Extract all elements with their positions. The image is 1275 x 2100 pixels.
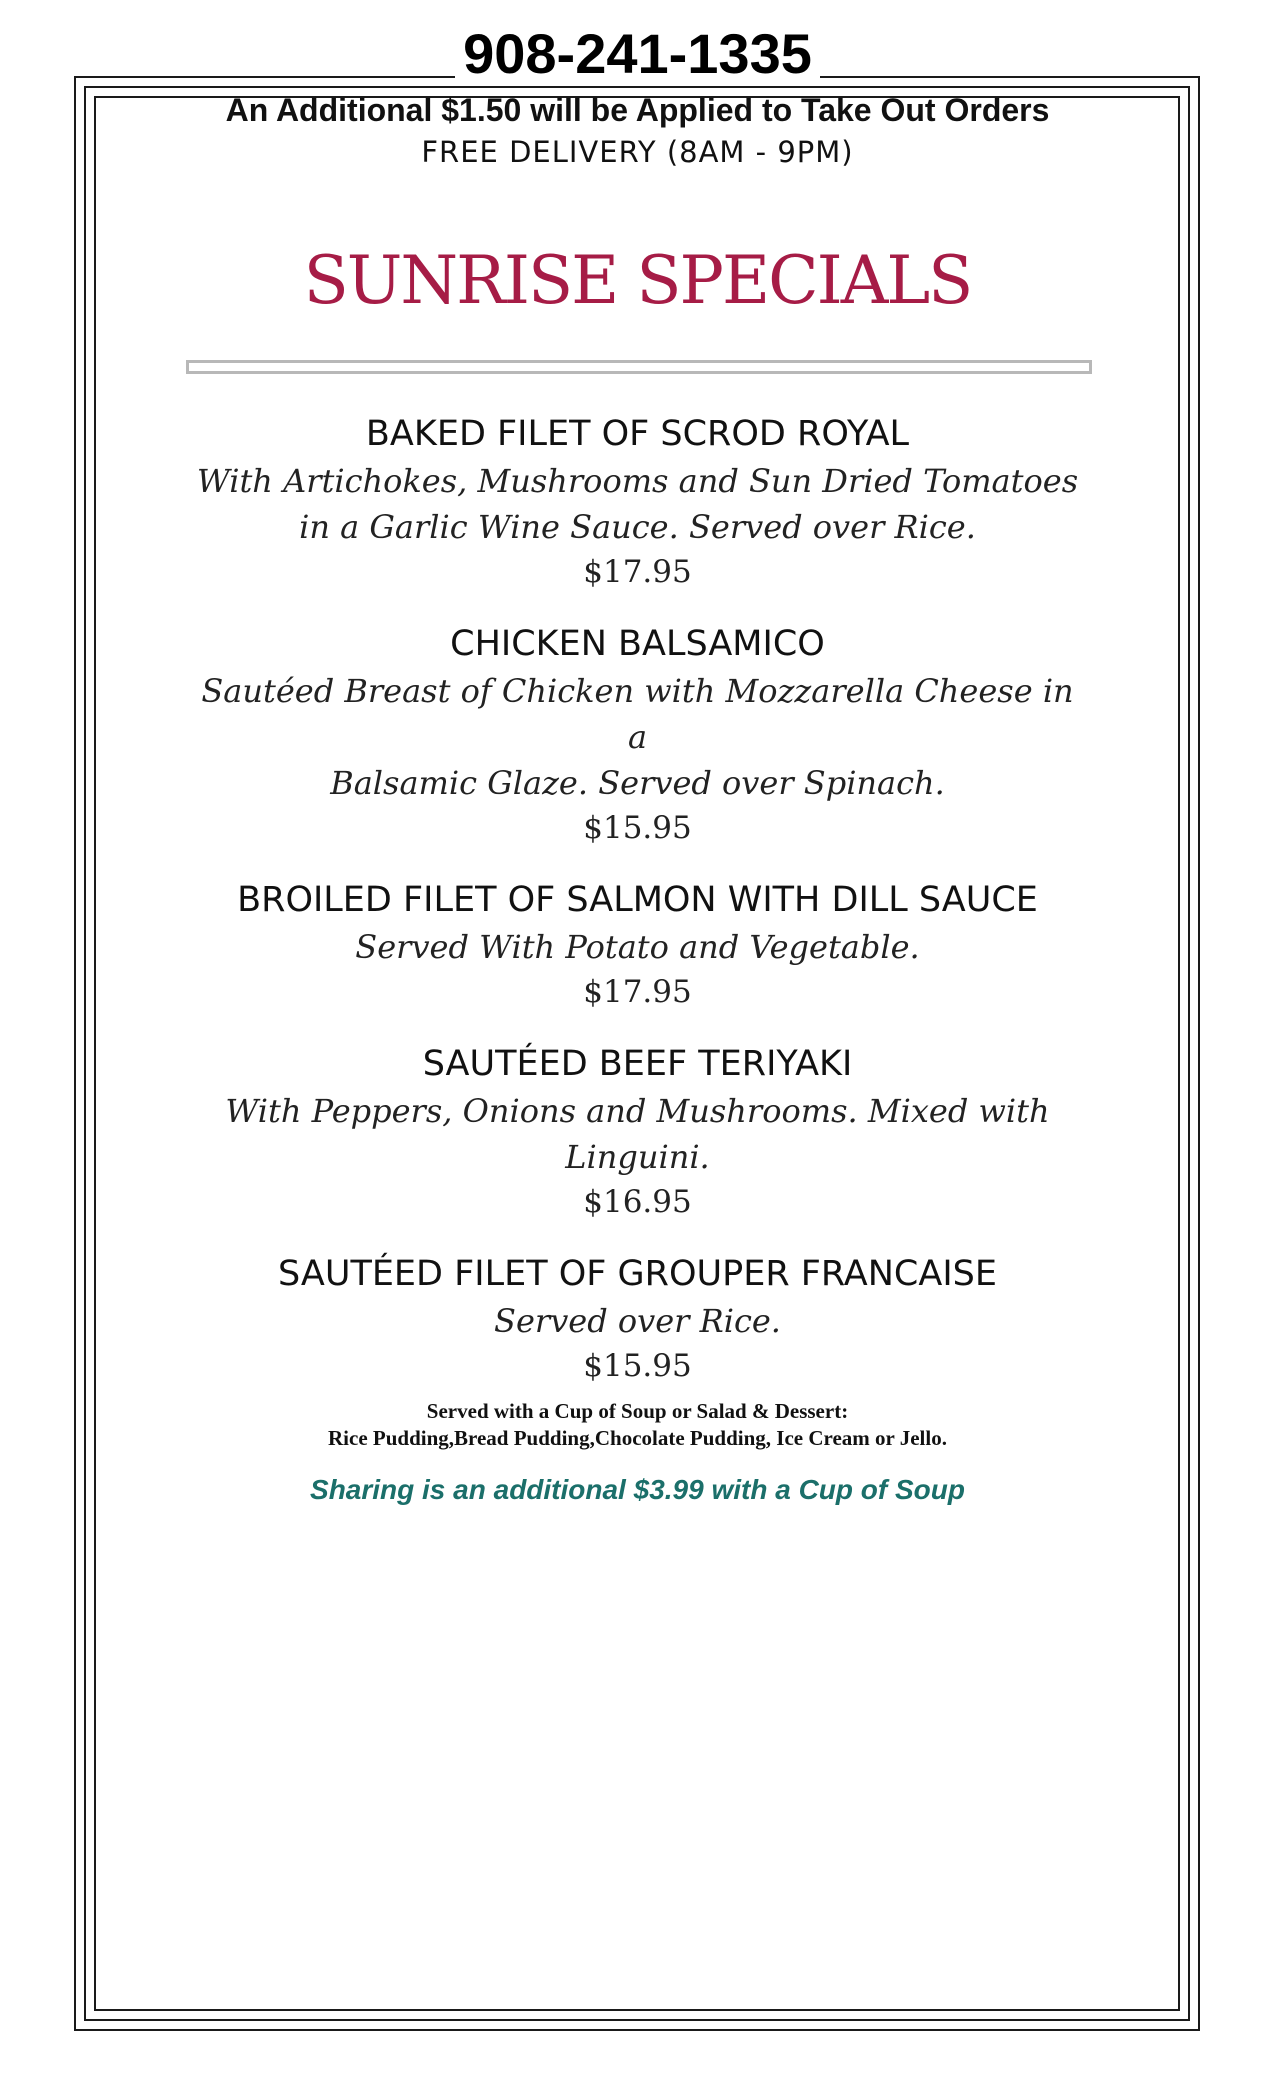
menu-item-description-line: Linguini.	[565, 1138, 710, 1176]
served-with-line: Served with a Cup of Soup or Salad & Dessert:	[426, 1399, 849, 1423]
menu-item-description-line: Balsamic Glaze. Served over Spinach.	[330, 764, 945, 802]
menu-item-name: BAKED FILET OF SCROD ROYAL	[365, 414, 910, 454]
menu-item-description	[150, 1088, 1125, 1180]
dessert-options-line: Rice Pudding,Bread Pudding,Chocolate Pudding, Ice Cream or Jello.	[328, 1426, 947, 1450]
menu-item	[150, 876, 1125, 1014]
menu-item-description	[150, 1298, 1125, 1344]
menu-item-description	[150, 924, 1125, 970]
menu-item-name: BROILED FILET OF SALMON WITH DILL SAUCE	[237, 880, 1038, 920]
menu-item-name: SAUTÉED FILET OF GROUPER FRANCAISE	[278, 1254, 997, 1294]
menu-list	[150, 410, 1125, 1508]
menu-item-description	[150, 668, 1125, 806]
served-with-note	[150, 1398, 1125, 1452]
menu-item-description-line: With Artichokes, Mushrooms and Sun Dried Tomatoes	[196, 462, 1079, 500]
sharing-note: Sharing is an additional $3.99 with a Cup of Soup	[310, 1474, 965, 1505]
menu-item	[150, 410, 1125, 594]
page-title: SUNRISE SPECIALS	[303, 242, 972, 319]
delivery-notice: FREE DELIVERY (8AM - 9PM)	[421, 135, 854, 169]
menu-item-price: $17.95	[583, 974, 692, 1010]
menu-item-name: CHICKEN BALSAMICO	[450, 624, 825, 664]
menu-item	[150, 620, 1125, 850]
menu-item	[150, 1250, 1125, 1388]
menu-item-price: $16.95	[583, 1184, 692, 1220]
menu-item-price: $15.95	[583, 810, 692, 846]
menu-item-price: $15.95	[583, 1348, 692, 1384]
menu-item-description-line: Sautéed Breast of Chicken with Mozzarella Cheese in a	[201, 672, 1074, 756]
menu-item-description-line: Served over Rice.	[494, 1302, 781, 1340]
phone-number-text: 908-241-1335	[455, 22, 820, 85]
menu-item-description-line: Served With Potato and Vegetable.	[355, 928, 920, 966]
menu-item-description-line: With Peppers, Onions and Mushrooms. Mixed with	[225, 1092, 1050, 1130]
menu-item	[150, 1040, 1125, 1224]
menu-item-name: SAUTÉED BEEF TERIYAKI	[422, 1044, 853, 1084]
phone-number	[0, 20, 1275, 88]
menu-item-description-line: in a Garlic Wine Sauce. Served over Rice.	[299, 508, 976, 546]
title-divider	[186, 360, 1092, 374]
menu-item-price: $17.95	[583, 554, 692, 590]
takeout-notice: An Additional $1.50 will be Applied to Take Out Orders	[225, 92, 1050, 128]
menu-item-description	[150, 458, 1125, 550]
